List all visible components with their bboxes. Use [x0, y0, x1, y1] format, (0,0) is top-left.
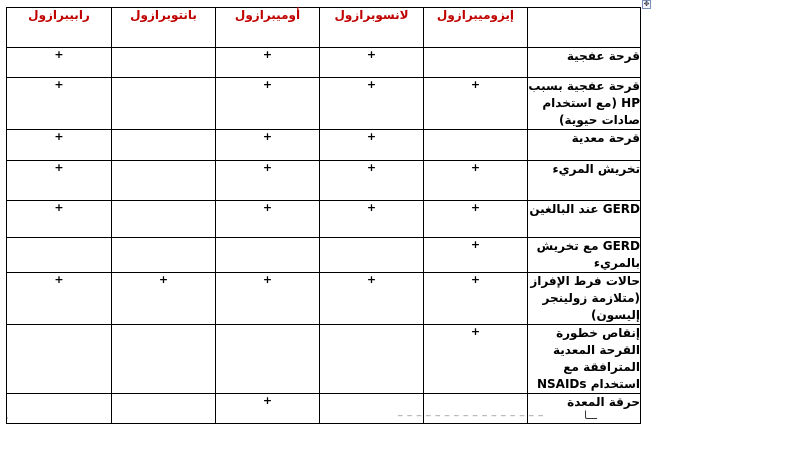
condition-cell: حالات فرط الإفراز (متلازمة زولينجر إليسون): [528, 273, 641, 325]
condition-cell: إنقاص خطورة القرحة المعدية المترافقة مع استخدام NSAIDs: [528, 325, 641, 394]
page-margin-mark: ·: [6, 414, 9, 424]
indication-mark-cell: +: [424, 78, 528, 130]
indication-mark-cell: [424, 48, 528, 78]
footnote-marker: ـــ‍ا: [584, 409, 598, 422]
indication-mark-cell: [112, 238, 216, 273]
table-row: [7, 201, 641, 238]
indication-mark-cell: +: [7, 130, 112, 161]
indication-mark-cell: +: [424, 273, 528, 325]
indication-mark-cell: +: [216, 201, 320, 238]
header-pantoprazole: بانتوبرازول: [112, 8, 216, 48]
header-lansoprazole: لانسوبرازول: [320, 8, 424, 48]
table-row: [7, 130, 641, 161]
indication-mark-cell: +: [7, 201, 112, 238]
footnote-fragment: ‾ ‾ ‾ ‾ ‾ ‾ ‾ ‾ ‾ ‾ ‾ ‾ ‾ ‾ ‾ ‾: [398, 415, 544, 425]
indication-mark-cell: [112, 78, 216, 130]
indication-mark-cell: [112, 201, 216, 238]
table-row: [7, 161, 641, 201]
header-empty-cell: [528, 8, 641, 48]
ppi-indications-table: [6, 7, 641, 424]
indication-mark-cell: +: [424, 201, 528, 238]
indication-mark-cell: [7, 325, 112, 394]
indication-mark-cell: +: [320, 161, 424, 201]
indication-mark-cell: +: [320, 201, 424, 238]
indication-mark-cell: +: [7, 273, 112, 325]
indication-mark-cell: +: [424, 238, 528, 273]
indication-mark-cell: +: [320, 130, 424, 161]
table-row: [7, 78, 641, 130]
indication-mark-cell: +: [7, 48, 112, 78]
indication-mark-cell: +: [320, 48, 424, 78]
table-row: [7, 238, 641, 273]
table-row: [7, 325, 641, 394]
condition-cell: قرحة معدية: [528, 130, 641, 161]
condition-cell: قرحة عفجية بسبب HP (مع استخدام صادات حيوية): [528, 78, 641, 130]
table-move-handle-icon[interactable]: ✥: [643, 0, 650, 8]
condition-cell: تخريش المريء: [528, 161, 641, 201]
indication-mark-cell: +: [320, 273, 424, 325]
condition-cell: GERD عند البالغين: [528, 201, 641, 238]
condition-cell: GERD مع تخريش بالمريء: [528, 238, 641, 273]
indication-mark-cell: [424, 130, 528, 161]
indication-mark-cell: [7, 394, 112, 424]
indication-mark-cell: [320, 325, 424, 394]
indication-mark-cell: +: [424, 325, 528, 394]
table-header-row: [7, 8, 641, 48]
indication-mark-cell: [112, 394, 216, 424]
header-esomeprazole: إيزوميبرازول: [424, 8, 528, 48]
condition-cell: حرقة المعدة: [528, 394, 641, 424]
indication-mark-cell: [112, 161, 216, 201]
indication-mark-cell: +: [112, 273, 216, 325]
indication-mark-cell: +: [216, 130, 320, 161]
indication-mark-cell: [112, 130, 216, 161]
indication-mark-cell: +: [216, 394, 320, 424]
header-omeprazole: أوميبرازول: [216, 8, 320, 48]
table-row: [7, 48, 641, 78]
indication-mark-cell: +: [216, 273, 320, 325]
indication-mark-cell: [112, 48, 216, 78]
indication-mark-cell: +: [424, 161, 528, 201]
table-row: [7, 394, 641, 424]
indication-mark-cell: [216, 238, 320, 273]
indication-mark-cell: +: [7, 161, 112, 201]
indication-mark-cell: [216, 325, 320, 394]
indication-mark-cell: +: [216, 78, 320, 130]
table-row: [7, 273, 641, 325]
condition-cell: قرحة عفجية: [528, 48, 641, 78]
indication-mark-cell: +: [7, 78, 112, 130]
indication-mark-cell: [320, 238, 424, 273]
indication-mark-cell: +: [216, 161, 320, 201]
header-rabeprazole: رابيبرازول: [7, 8, 112, 48]
indication-mark-cell: [7, 238, 112, 273]
indication-mark-cell: +: [320, 78, 424, 130]
indication-mark-cell: +: [216, 48, 320, 78]
indication-mark-cell: [112, 325, 216, 394]
